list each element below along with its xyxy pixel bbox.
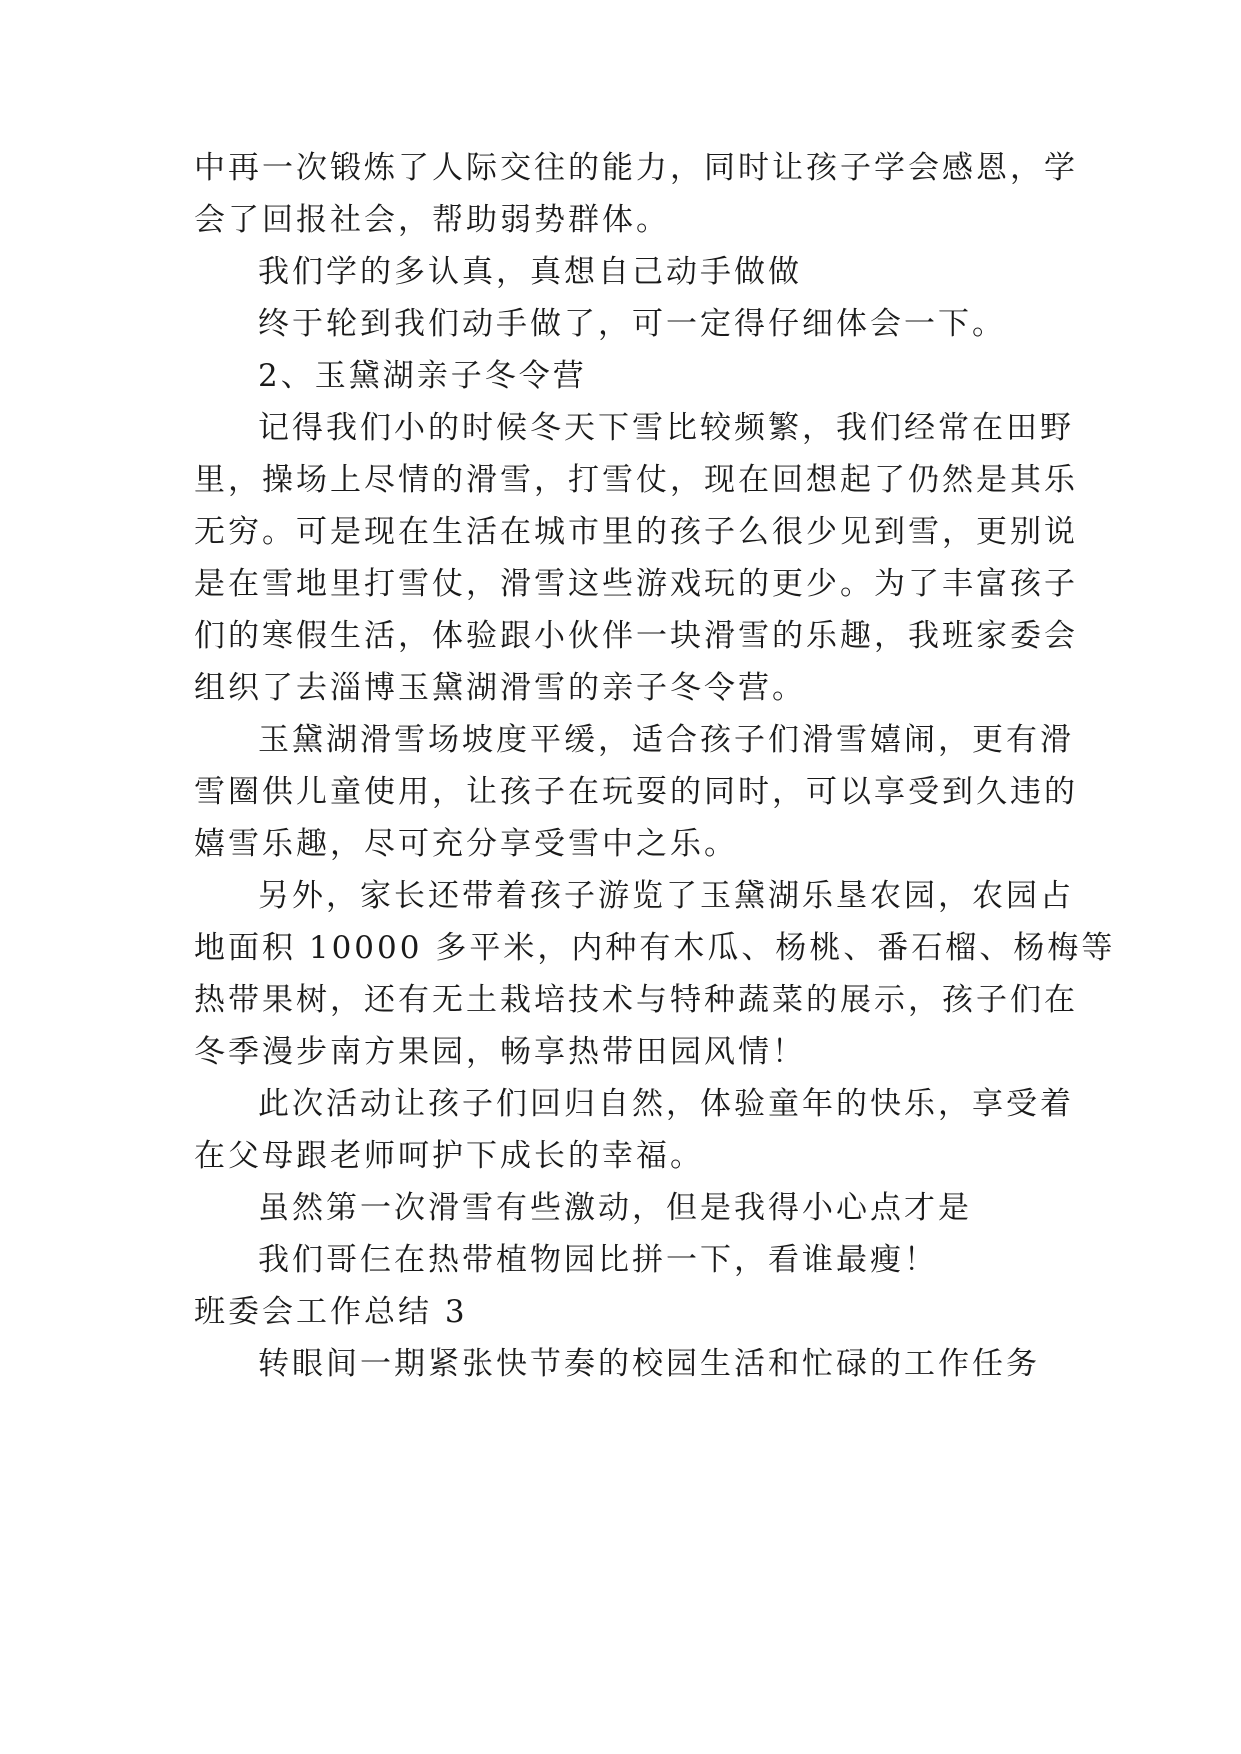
paragraph-line: 玉黛湖滑雪场坡度平缓，适合孩子们滑雪嬉闹，更有滑: [258, 722, 1074, 758]
paragraph-line: 地面积 10000 多平米，内种有木瓜、杨桃、番石榴、杨梅等: [194, 930, 1116, 966]
caption-line: 我们学的多认真，真想自己动手做做: [258, 254, 802, 290]
paragraph-line: 雪圈供儿童使用，让孩子在玩耍的同时，可以享受到久违的: [194, 774, 1078, 810]
paragraph-line: 另外，家长还带着孩子游览了玉黛湖乐垦农园，农园占: [258, 878, 1074, 914]
paragraph-line: 会了回报社会，帮助弱势群体。: [194, 202, 670, 238]
paragraph-line: 此次活动让孩子们回归自然，体验童年的快乐，享受着: [258, 1086, 1074, 1122]
paragraph-line: 组织了去淄博玉黛湖滑雪的亲子冬令营。: [194, 670, 806, 706]
paragraph-line: 无穷。可是现在生活在城市里的孩子么很少见到雪，更别说: [194, 514, 1078, 550]
paragraph-line: 转眼间一期紧张快节奏的校园生活和忙碌的工作任务: [258, 1346, 1040, 1382]
caption-line: 虽然第一次滑雪有些激动，但是我得小心点才是: [258, 1190, 972, 1226]
paragraph-line: 冬季漫步南方果园，畅享热带田园风情！: [194, 1034, 806, 1070]
caption-line: 终于轮到我们动手做了，可一定得仔细体会一下。: [258, 306, 1006, 342]
paragraph-line: 嬉雪乐趣，尽可充分享受雪中之乐。: [194, 826, 738, 862]
paragraph-line: 在父母跟老师呵护下成长的幸福。: [194, 1138, 704, 1174]
paragraph-line: 里，操场上尽情的滑雪，打雪仗，现在回想起了仍然是其乐: [194, 462, 1078, 498]
section-heading: 班委会工作总结 3: [194, 1294, 468, 1330]
paragraph-line: 热带果树，还有无土栽培技术与特种蔬菜的展示，孩子们在: [194, 982, 1078, 1018]
paragraph-line: 记得我们小的时候冬天下雪比较频繁，我们经常在田野: [258, 410, 1074, 446]
paragraph-line: 中再一次锻炼了人际交往的能力，同时让孩子学会感恩，学: [194, 150, 1078, 186]
paragraph-line: 们的寒假生活，体验跟小伙伴一块滑雪的乐趣，我班家委会: [194, 618, 1078, 654]
paragraph-line: 是在雪地里打雪仗，滑雪这些游戏玩的更少。为了丰富孩子: [194, 566, 1078, 602]
caption-line: 我们哥仨在热带植物园比拼一下，看谁最瘦！: [258, 1242, 938, 1278]
section-heading: 2、玉黛湖亲子冬令营: [258, 358, 587, 394]
